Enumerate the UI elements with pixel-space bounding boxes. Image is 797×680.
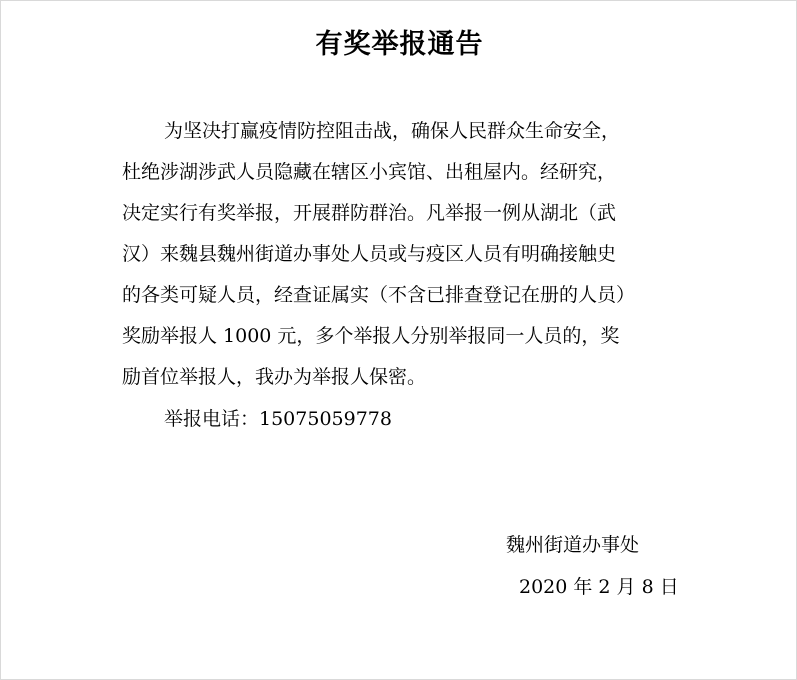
body-line-6: 奖励举报人 1000 元，多个举报人分别举报同一人员的，奖 [122,325,620,347]
body-line-4: 汉）来魏县魏州街道办事处人员或与疫区人员有明确接触史 [122,243,617,265]
body-line-2: 杜绝涉湖涉武人员隐藏在辖区小宾馆、出租屋内。经研究， [122,161,617,183]
issuer-signature: 魏州街道办事处 [506,534,640,556]
issue-date: 2020 年 2 月 8 日 [519,576,679,598]
body-line-5: 的各类可疑人员，经查证属实（不含已排查登记在册的人员） [122,284,636,306]
body-line-7: 励首位举报人，我办为举报人保密。 [122,366,427,388]
notice-title: 有奖举报通告 [315,29,484,60]
report-phone: 举报电话：15075059778 [164,408,392,430]
body-line-1: 为坚决打赢疫情防控阻击战，确保人民群众生命安全， [164,120,621,142]
body-line-3: 决定实行有奖举报，开展群防群治。凡举报一例从湖北（武 [122,202,617,224]
notice-body [122,111,682,398]
